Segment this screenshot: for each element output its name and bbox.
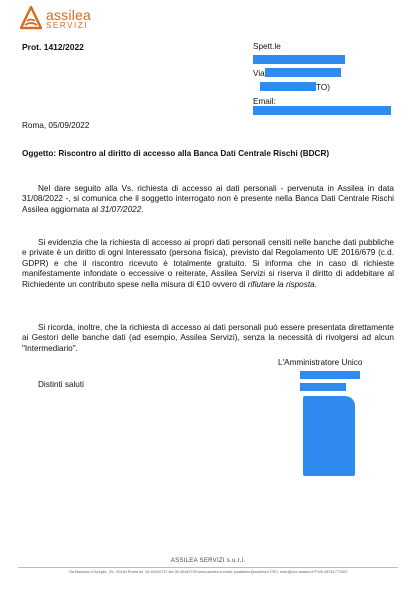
paragraph-2-emphasis: rifiutare la risposta — [247, 279, 315, 289]
paragraph-1-end: . — [141, 204, 144, 214]
redacted-recipient-name — [253, 55, 345, 64]
closing-greeting: Distinti saluti — [38, 380, 84, 389]
footer-address: Via Massimo d'Azeglio, 33 - 00184 Roma tel. 06.45440737 fax 06.45440739 www.assilea.it email: postabdcr@assilea.it PEC: bdcr@pec.assilea.it P.IVA 08761771002 — [68, 570, 348, 574]
assilea-logo — [20, 6, 130, 34]
footer-company: ASSILEA SERVIZI s.u.r.l. — [170, 558, 246, 564]
body-paragraph-3 — [22, 323, 394, 354]
recipient-province: TO) — [316, 83, 330, 92]
letter-subject: Oggetto: Riscontro al diritto di accesso alla Banca Dati Centrale Rischi (BDCR) — [22, 149, 330, 158]
body-paragraph-1 — [22, 184, 394, 215]
letter-date: Roma, 05/09/2022 — [22, 121, 90, 130]
recipient-via-prefix: Via — [253, 69, 265, 78]
recipient-email-label: Email: — [253, 97, 276, 106]
logo-subtitle: SERVIZI — [46, 21, 89, 30]
paragraph-3-text: Si ricorda, inoltre, che la richiesta di accesso ai dati personali può essere presentata direttamente ai Gestori delle banche dati (ad esempio, Assilea Servizi), senza la necessità di rivolgersi ad alcun "Intermediario". — [22, 323, 394, 353]
body-paragraph-2 — [22, 238, 394, 290]
redacted-signature — [303, 396, 355, 476]
protocol-number: Prot. 1412/2022 — [22, 42, 84, 52]
redacted-city — [260, 82, 316, 91]
recipient-spett: Spett.le — [253, 42, 281, 51]
signatory-title: L'Amministratore Unico — [278, 358, 363, 367]
redacted-signatory-name — [300, 371, 360, 379]
redacted-email — [253, 106, 391, 115]
redacted-street — [265, 68, 341, 77]
logo-name: assilea — [46, 7, 91, 23]
assilea-logo-icon — [20, 6, 42, 30]
redacted-signatory-surname — [300, 383, 346, 391]
paragraph-1-text: Nel dare seguito alla Vs. richiesta di accesso ai dati personali - pervenuta in Assilea in data 31/08/2022 -, si comunica che il soggetto interrogato non è presente nella Banca Dati Centrale Rischi Assilea aggiornata al — [22, 184, 394, 214]
paragraph-2-end: . — [314, 279, 317, 289]
paragraph-1-date: 31/07/2022 — [100, 204, 142, 214]
paragraph-2-text: Si evidenzia che la richiesta di accesso ai propri dati personali censiti nelle banche dati pubbliche e private è un diritto di ogni Interessato (persona fisica), previsto dal Regolamento UE 2016/679 (c.d. GDPR) e che il riscontro ricevuto è totalmente gratuito. Si informa che in caso di richieste manifestamente infondate o eccessive o reiterate, Assilea Servizi si riserva il diritto di addebitare al Richiedente un contributo spese nella misura di €10 ovvero di — [22, 238, 394, 289]
footer-divider — [18, 567, 398, 568]
